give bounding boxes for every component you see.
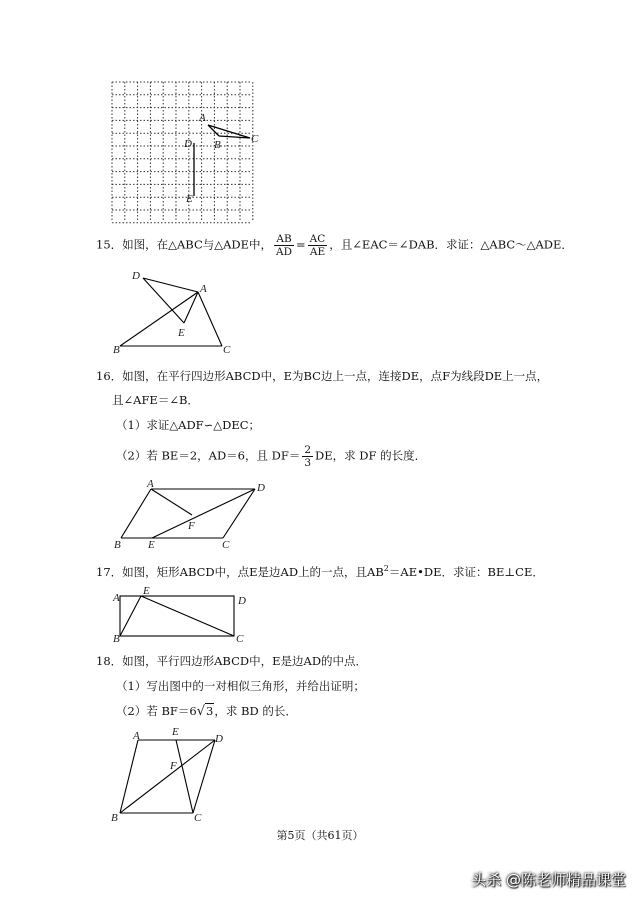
- frac-num: AB: [274, 233, 294, 246]
- fraction-ab-ad: [274, 233, 294, 258]
- point-label-b: B: [114, 539, 121, 551]
- point-label-e: E: [178, 327, 185, 339]
- point-label-e: E: [186, 193, 193, 205]
- frac-den: 3: [304, 457, 312, 469]
- point-label-e: E: [143, 585, 150, 597]
- point-label-d: D: [257, 482, 265, 494]
- point-label-d: D: [238, 595, 246, 607]
- figure-grid-q14: [100, 78, 270, 226]
- question-18-line1: 18．如图，平行四边形ABCD中，E是边AD的中点．: [96, 654, 368, 668]
- point-label-d: D: [132, 270, 140, 282]
- q18-part2-head: （2）若 BF＝: [116, 704, 190, 718]
- point-label-b: B: [214, 139, 221, 151]
- point-label-c: C: [223, 344, 231, 356]
- point-label-c: C: [222, 539, 230, 551]
- figure-q15: [105, 266, 245, 358]
- frac-num: AC: [309, 233, 326, 245]
- sqrt-sign: √: [196, 704, 206, 719]
- q18-coef: 6: [189, 704, 197, 718]
- point-label-b: B: [113, 633, 120, 645]
- point-label-a: A: [200, 283, 207, 295]
- point-label-a: A: [147, 478, 154, 490]
- point-label-b: B: [111, 812, 118, 824]
- q16-part2-tail: DE，求 DF 的长度．: [315, 448, 427, 463]
- frac-num: 2: [304, 444, 312, 456]
- question-18-part1: （1）写出图中的一对相似三角形，并给出证明；: [116, 679, 365, 693]
- q18-part2-tail: ，求 BD 的长．: [214, 704, 297, 718]
- figure-q17: [108, 583, 258, 645]
- figure-q18: [108, 725, 228, 825]
- q17-tail: ＝AE•DE．求证：BE⊥CE．: [388, 564, 544, 579]
- point-label-c: C: [194, 812, 202, 824]
- fraction-2-3: [302, 444, 313, 469]
- question-16-part1: （1）求证△ADF∽△DEC；: [116, 418, 261, 432]
- question-16-line1: 16．如图，在平行四边形ABCD中，E为BC边上一点，连接DE，点F为线段DE上一点，: [96, 369, 549, 383]
- q15-tail: ，且∠EAC＝∠DAB．求证：△ABC～△ADE．: [329, 237, 573, 252]
- q15-label: 15．如图，在△ABC与△ADE中，: [96, 237, 273, 252]
- q16-part2-head: （2）若 BE＝2，AD＝6，且 DF＝: [116, 448, 301, 463]
- question-15: [96, 233, 573, 258]
- point-label-b: B: [113, 344, 120, 356]
- q18-radicand: 3: [206, 704, 214, 718]
- page-footer: 第5页（共61页）: [276, 829, 364, 842]
- fraction-ac-ae: [308, 233, 328, 258]
- point-label-d: D: [215, 733, 223, 745]
- question-17: [96, 561, 544, 580]
- q17-head: 17．如图，矩形ABCD中，点E是边AD上的一点，且AB: [96, 564, 384, 579]
- point-label-d: D: [184, 138, 192, 150]
- point-label-e: E: [148, 539, 155, 551]
- point-label-a: A: [113, 592, 120, 604]
- watermark: 头杀 @陈老师精品课堂: [471, 871, 626, 889]
- point-label-c: C: [236, 633, 244, 645]
- q17-sup: 2: [383, 564, 389, 573]
- figure-q16: [108, 476, 278, 551]
- point-label-f: F: [188, 520, 195, 532]
- question-16-line2: 且∠AFE＝∠B．: [112, 393, 199, 407]
- frac-den: AD: [276, 246, 293, 258]
- point-label-a: A: [199, 112, 206, 124]
- point-label-f: F: [170, 760, 177, 772]
- point-label-a: A: [133, 730, 140, 742]
- frac-den: AE: [309, 246, 326, 258]
- question-18-part2: [116, 703, 297, 720]
- equals-sign: =: [296, 237, 306, 252]
- point-label-c: C: [251, 133, 259, 145]
- question-16-part2: [116, 444, 426, 469]
- point-label-e: E: [172, 726, 179, 738]
